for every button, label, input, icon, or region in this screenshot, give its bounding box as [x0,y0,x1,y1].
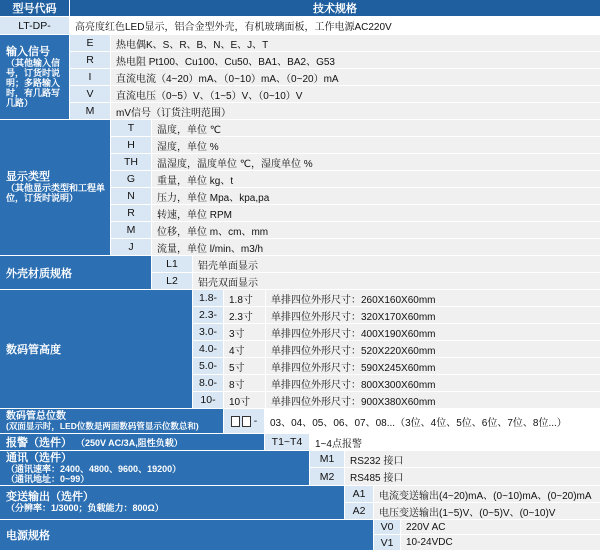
height-spec-4: 单排四位外形尺寸：590X245X60mm [266,358,600,374]
model-code: LT-DP- [0,17,69,34]
display-note: （其他显示类型和工程单位，订货时说明） [6,183,106,203]
input-code-0: E [70,35,110,51]
digits-desc: 03、04、05、06、07、08...（3位、4位、5位、6位、7位、8位...） [265,409,600,433]
digits-code [224,409,264,433]
display-desc-3: 重量，单位 kg、t [152,171,600,187]
digit-box [231,416,240,427]
height-code-6: 10- [193,392,223,408]
input-desc-0: 热电偶K、S、R、B、N、E、J、T [111,35,600,51]
shell-code-0: L1 [152,256,192,272]
input-code-2: I [70,69,110,85]
height-size-5: 8寸 [224,375,265,391]
height-size-6: 10寸 [224,392,265,408]
input-section-label [0,35,69,119]
comm-section-label [0,451,309,485]
height-code-3: 4.0- [193,341,223,357]
display-code-2: TH [111,154,151,170]
transmit-section-label [0,486,344,519]
transmit-code-1: A2 [345,503,373,519]
digits-section-label [0,409,223,433]
display-desc-2: 温湿度，温度单位 ℃，湿度单位 % [152,154,600,170]
comm-desc-1: RS485 接口 [345,468,600,485]
alarm-desc: 1~4点报警 [310,434,600,450]
height-spec-1: 单排四位外形尺寸：320X170X60mm [266,307,600,323]
display-code-6: M [111,222,151,238]
power-section-label: 电源规格 [0,520,373,550]
transmit-code-0: A1 [345,486,373,502]
digit-box [242,416,251,427]
header-model-code: 型号代码 [0,0,69,16]
power-desc-0: 220V AC [401,520,600,534]
height-code-2: 3.0- [193,324,223,340]
input-code-3: V [70,86,110,102]
alarm-title: 报警（选件） [6,437,72,449]
comm-desc-0: RS232 接口 [345,451,600,467]
input-note: （其他输入信号，订货时说明；多路输入时，有几路写几路） [6,57,61,108]
alarm-code: T1~T4 [265,434,309,450]
height-size-2: 3寸 [224,324,265,340]
height-size-4: 5寸 [224,358,265,374]
shell-section-label: 外壳材质规格 [0,256,151,289]
transmit-desc-0: 电流变送输出(4~20)mA、(0~10)mA、(0~20)mA [374,486,600,502]
display-desc-0: 温度，单位 ℃ [152,120,600,136]
comm-note-address: （通讯地址：0~99） [6,473,90,484]
display-desc-6: 位移，单位 m、cm、mm [152,222,600,238]
input-desc-2: 直流电流（4~20）mA、（0~10）mA、（0~20）mA [111,69,600,85]
height-spec-6: 单排四位外形尺寸：900X380X60mm [266,392,600,408]
input-title: 输入信号 [6,45,50,58]
height-section-label: 数码管高度 [0,290,192,408]
power-code-1: V1 [374,535,400,550]
digits-title: 数码管总位数 [6,410,66,422]
height-size-3: 4寸 [224,341,265,357]
alarm-note: （250V AC/3A,阻性负载） [76,437,183,448]
display-code-7: J [111,239,151,255]
transmit-desc-1: 电压变送输出(1~5)V、(0~5)V、(0~10)V [374,503,600,519]
display-desc-1: 湿度，单位 % [152,137,600,153]
height-spec-5: 单排四位外形尺寸：800X300X60mm [266,375,600,391]
display-code-3: G [111,171,151,187]
height-code-4: 5.0- [193,358,223,374]
shell-desc-0: 铝壳单面显示 [193,256,600,272]
shell-desc-1: 铝壳双面显示 [193,273,600,289]
shell-code-1: L2 [152,273,192,289]
input-code-1: R [70,52,110,68]
height-spec-2: 单排四位外形尺寸：400X190X60mm [266,324,600,340]
display-code-1: H [111,137,151,153]
height-spec-3: 单排四位外形尺寸：520X220X60mm [266,341,600,357]
input-desc-1: 热电阻 Pt100、Cu100、Cu50、BA1、BA2、G53 [111,52,600,68]
height-size-0: 1.8寸 [224,290,265,306]
display-code-4: N [111,188,151,204]
height-code-5: 8.0- [193,375,223,391]
display-section-label [0,120,110,255]
display-desc-7: 流量，单位 l/min、m3/h [152,239,600,255]
display-code-0: T [111,120,151,136]
input-desc-4: mV信号（订货注明范围） [111,103,600,119]
comm-code-0: M1 [310,451,344,467]
height-code-0: 1.8- [193,290,223,306]
comm-title: 通讯（选件） [6,451,72,464]
display-code-5: R [111,205,151,221]
power-desc-1: 10-24VDC [401,535,600,550]
height-size-1: 2.3寸 [224,307,265,323]
comm-note-rate: （通讯速率：2400、4800、9600、19200） [6,463,182,474]
comm-code-1: M2 [310,468,344,485]
display-title: 显示类型 [6,171,50,183]
transmit-title: 变送输出（选件） [6,491,94,503]
display-desc-5: 转速，单位 RPM [152,205,600,221]
input-code-4: M [70,103,110,119]
display-desc-4: 压力，单位 Mpa、kpa,pa [152,188,600,204]
digits-code-suffix: - [253,415,258,427]
height-spec-0: 单排四位外形尺寸：260X160X60mm [266,290,600,306]
alarm-section-label [0,434,264,450]
power-code-0: V0 [374,520,400,534]
header-tech-spec: 技术规格 [70,0,600,16]
transmit-note: （分辨率：1/3000；负载能力：800Ω） [6,503,164,513]
input-desc-3: 直流电压（0~5）V、（1~5）V、（0~10）V [111,86,600,102]
model-desc: 高亮度红色LED显示，铝合金型外壳，有机玻璃面板，工作电源AC220V [70,17,600,34]
digits-note: (双面显示时，LED位数是两面数码管显示位数总和) [6,420,199,431]
digit-placeholder-boxes [231,416,251,427]
height-code-1: 2.3- [193,307,223,323]
